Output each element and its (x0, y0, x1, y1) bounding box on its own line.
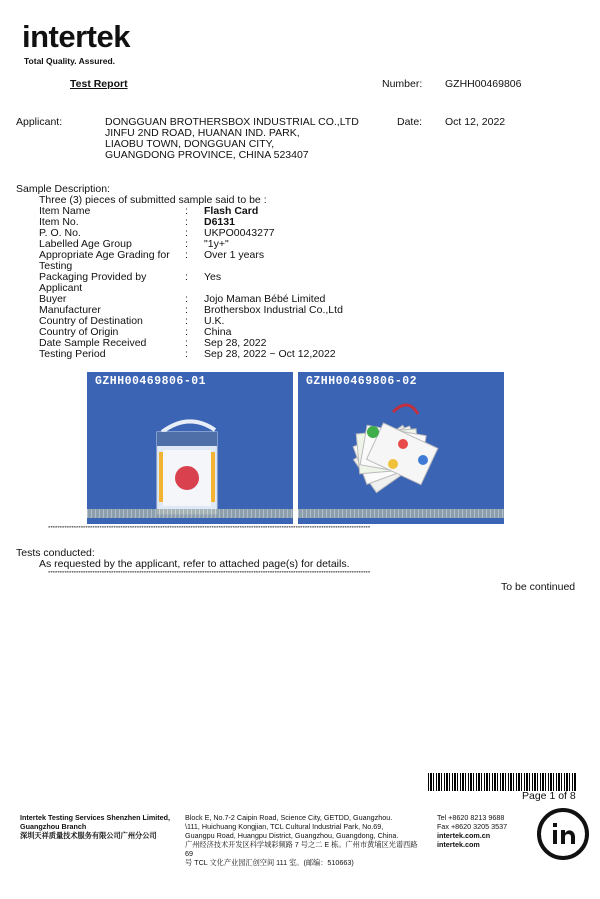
label-destination: Country of Destination (39, 315, 143, 327)
sample-values (204, 206, 584, 360)
footer-company (20, 813, 170, 840)
address-line: 广州经济技术开发区科学城彩频路 7 号之二 E 栋。广州市黄埔区光谱西路 69 (185, 840, 418, 858)
flash-cards-fanned-image (298, 372, 504, 524)
barcode (428, 773, 576, 791)
intertek-logo (22, 20, 130, 54)
page-number: Page 1 of 8 (522, 790, 576, 802)
website: intertek.com (437, 840, 480, 849)
sample-photo-1 (87, 372, 293, 524)
measuring-ruler (298, 509, 504, 518)
label-testing-period: Testing Period (39, 348, 106, 360)
value-item-name: Flash Card (204, 205, 259, 217)
label-item-name: Item Name (39, 205, 91, 217)
value-destination: U.K. (204, 315, 225, 327)
value-packaging: Yes (204, 271, 222, 283)
value-manufacturer: Brothersbox Industrial Co.,Ltd (204, 304, 343, 316)
number-label: Number: (382, 78, 423, 90)
tests-heading: Tests conducted: (16, 547, 95, 559)
label-po-no: P. O. No. (39, 227, 81, 239)
label-origin: Country of Origin (39, 326, 119, 338)
fax: Fax +8620 3205 3537 (437, 822, 508, 831)
measuring-ruler (87, 509, 293, 518)
tests-text: As requested by the applicant, refer to attached page(s) for details. (39, 558, 350, 570)
label-item-no: Item No. (39, 216, 79, 228)
sample-intro: Three (3) pieces of submitted sample said to be : (39, 194, 267, 206)
brand-name: intertek (22, 19, 130, 54)
website-cn: intertek.com.cn (437, 831, 491, 840)
value-age-grading: Over 1 years (204, 249, 265, 261)
report-number: GZHH00469806 (445, 78, 522, 90)
applicant-line: GUANGDONG PROVINCE, CHINA 523407 (105, 149, 309, 161)
sample-colons: : : : : : : : : : : : : (185, 205, 188, 360)
brand-tagline: Total Quality. Assured. (24, 56, 115, 66)
label-age-group: Labelled Age Group (39, 238, 132, 250)
applicant-line: LIAOBU TOWN, DONGGUAN CITY, (105, 138, 275, 150)
address-line: \111, Huichuang Kongjian, TCL Cultural Industrial Park, No.69, (185, 822, 384, 831)
photo-label: GZHH00469806-02 (306, 375, 418, 388)
address-line: Guangpu Road, Huangpu District, Guangzhou, Guangdong, China. (185, 831, 399, 840)
address-line: 号 TCL 文化产业园汇创空间 111 室。(邮编：510663) (185, 858, 354, 867)
applicant-line: JINFU 2ND ROAD, HUANAN IND. PARK, (105, 127, 300, 139)
value-po-no: UKPO0043277 (204, 227, 275, 239)
value-item-no: D6131 (204, 216, 235, 228)
separator-stars: ****************************************************************************************************************************************** (48, 526, 371, 532)
value-buyer: Jojo Maman Bébé Limited (204, 293, 326, 305)
value-origin: China (204, 326, 232, 338)
label-buyer: Buyer (39, 293, 67, 305)
label-age-grading-cont: Testing (39, 260, 73, 272)
date-label: Date: (397, 116, 423, 128)
sample-heading: Sample Description: (16, 183, 110, 195)
report-date: Oct 12, 2022 (445, 116, 506, 128)
value-age-group: "1y+" (204, 238, 229, 250)
company-line: Intertek Testing Services Shenzhen Limited, (20, 813, 171, 822)
label-date-received: Date Sample Received (39, 337, 147, 349)
applicant-label: Applicant: (16, 116, 63, 128)
footer-contact (437, 813, 507, 849)
label-age-grading: Appropriate Age Grading for (39, 249, 170, 261)
label-manufacturer: Manufacturer (39, 304, 101, 316)
boxed-flash-card-image (87, 372, 293, 524)
value-date-received: Sep 28, 2022 (204, 337, 267, 349)
applicant-address (105, 117, 359, 161)
company-line: Guangzhou Branch (20, 822, 87, 831)
applicant-line: DONGGUAN BROTHERSBOX INDUSTRIAL CO.,LTD (105, 116, 359, 128)
footer-address (185, 813, 425, 867)
label-packaging: Packaging Provided by (39, 271, 147, 283)
sample-photo-2 (298, 372, 504, 524)
intertek-in-logo-icon (537, 808, 589, 860)
to-be-continued: To be continued (501, 581, 576, 593)
separator-stars: ****************************************************************************************************************************************** (48, 571, 371, 577)
value-testing-period: Sep 28, 2022 ~ Oct 12,2022 (204, 348, 336, 360)
label-packaging-cont: Applicant (39, 282, 83, 294)
report-title: Test Report (70, 78, 128, 90)
photo-label: GZHH00469806-01 (95, 375, 207, 388)
tel: Tel +8620 8213 9688 (437, 813, 505, 822)
address-line: Block E, No.7-2 Caipin Road, Science City, GETDD, Guangzhou. (185, 813, 393, 822)
company-line: 深圳天祥质量技术服务有限公司广州分公司 (20, 831, 157, 840)
